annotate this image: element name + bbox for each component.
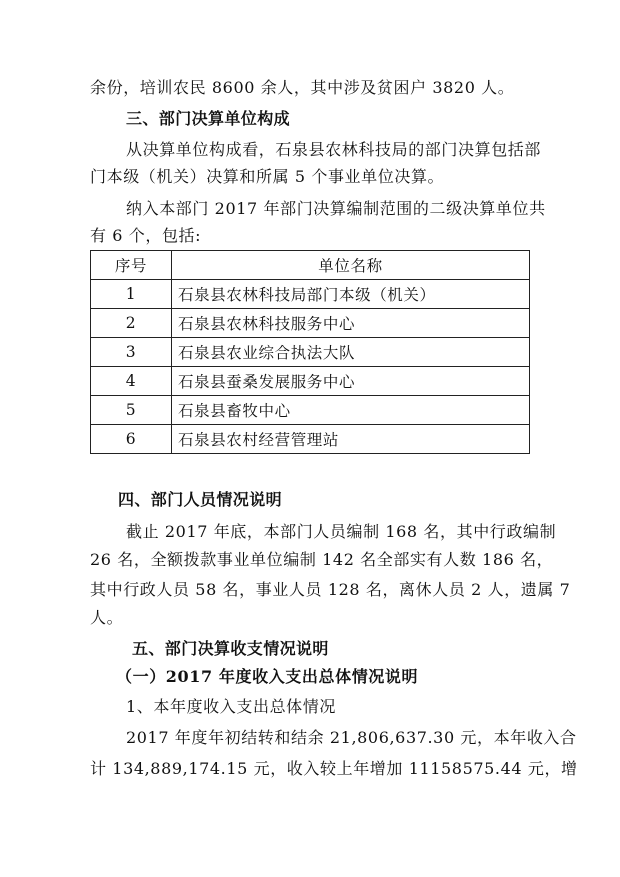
- cell-unit-name: 石泉县农村经营管理站: [172, 425, 530, 454]
- paragraph-line: 截止 2017 年底，本部门人员编制 168 名，其中行政编制: [126, 522, 557, 541]
- cell-unit-name: 石泉县农林科技局部门本级（机关）: [172, 280, 530, 309]
- paragraph-line: 其中行政人员 58 名，事业人员 128 名，离休人员 2 人，遗属 7: [90, 580, 571, 599]
- section-heading-units: 三、部门决算单位构成: [126, 109, 291, 128]
- paragraph-line: 纳入本部门 2017 年部门决算编制范围的二级决算单位共: [126, 199, 546, 218]
- table-row: [91, 280, 530, 309]
- section-heading-budget: 五、部门决算收支情况说明: [132, 639, 329, 658]
- cell-unit-name: 石泉县农业综合执法大队: [172, 338, 530, 367]
- section-heading-staff: 四、部门人员情况说明: [118, 490, 283, 509]
- header-no: 序号: [91, 251, 172, 280]
- cell-no: 4: [91, 367, 172, 396]
- cell-no: 3: [91, 338, 172, 367]
- units-table: [90, 250, 530, 454]
- paragraph-line: 人。: [90, 608, 124, 627]
- table-row: [91, 367, 530, 396]
- subsection-heading: （一）2017 年度收入支出总体情况说明: [116, 667, 419, 686]
- paragraph-line: 从决算单位构成看，石泉县农林科技局的部门决算包括部: [126, 140, 542, 159]
- cell-unit-name: 石泉县蚕桑发展服务中心: [172, 367, 530, 396]
- paragraph-line: 2017 年度年初结转和结余 21,806,637.30 元，本年收入合: [126, 728, 577, 747]
- paragraph-line: 门本级（机关）决算和所属 5 个事业单位决算。: [90, 167, 445, 186]
- table-row: [91, 396, 530, 425]
- header-unit-name: 单位名称: [172, 251, 530, 280]
- paragraph-line: 26 名，全额拨款事业单位编制 142 名全部实有人数 186 名，: [90, 550, 554, 569]
- table-header-row: [91, 251, 530, 280]
- cell-no: 2: [91, 309, 172, 338]
- item-heading: 1、本年度收入支出总体情况: [126, 697, 336, 716]
- table-row: [91, 309, 530, 338]
- cell-no: 1: [91, 280, 172, 309]
- cell-no: 6: [91, 425, 172, 454]
- cell-unit-name: 石泉县畜牧中心: [172, 396, 530, 425]
- paragraph-line: 余份，培训农民 8600 余人，其中涉及贫困户 3820 人。: [90, 78, 515, 97]
- paragraph-line: 有 6 个，包括:: [90, 226, 202, 245]
- paragraph-line: 计 134,889,174.15 元，收入较上年增加 11158575.44 元，增: [90, 759, 578, 778]
- table-row: [91, 338, 530, 367]
- table-row: [91, 425, 530, 454]
- cell-no: 5: [91, 396, 172, 425]
- cell-unit-name: 石泉县农林科技服务中心: [172, 309, 530, 338]
